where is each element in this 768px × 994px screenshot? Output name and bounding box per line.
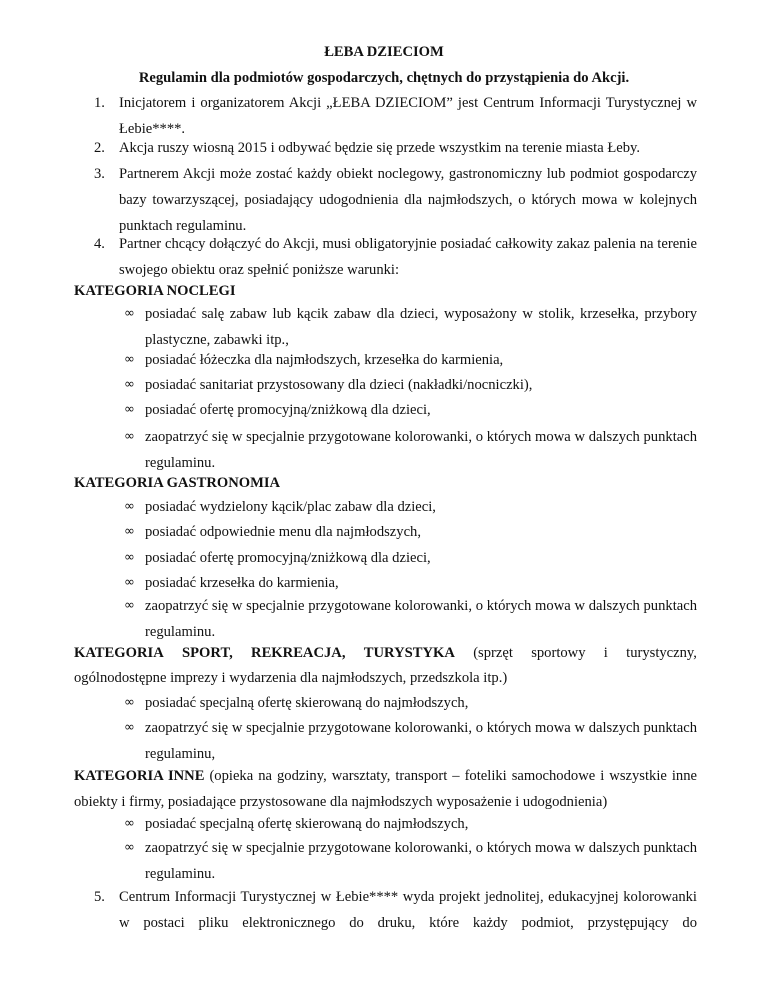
bullet-icon: ∞: [124, 840, 135, 855]
bullet-icon: ∞: [124, 377, 135, 392]
bullet-icon: ∞: [124, 352, 135, 367]
category-heading-word: TURYSTYKA: [363, 645, 455, 661]
category-desc-word: sportowy: [531, 645, 586, 661]
list-item: posiadać krzesełka do karmienia,: [145, 575, 339, 591]
bullet-icon: ∞: [124, 575, 135, 590]
list-item: posiadać wydzielony kącik/plac zabaw dla dzieci,: [145, 499, 436, 515]
bullet-icon: ∞: [124, 524, 135, 539]
item-text: Inicjatorem i organizatorem Akcji „ŁEBA DZIECIOM” jest Centrum Informacji Turystycznej w Łebie****.: [119, 95, 697, 137]
bullet-icon: ∞: [124, 429, 135, 444]
bullet-icon: ∞: [124, 550, 135, 565]
list-item: posiadać specjalną ofertę skierowaną do najmłodszych,: [145, 695, 469, 711]
category-heading-word: REKREACJA,: [251, 645, 346, 661]
category-description-sport: ogólnodostępne imprezy i wydarzenia dla najmłodszych, przedszkola itp.): [74, 670, 508, 686]
list-item: posiadać salę zabaw lub kącik zabaw dla dzieci, wyposażony w stolik, krzesełka, przybory plastyczne, zabawki itp.,: [145, 306, 697, 348]
bullet-icon: ∞: [124, 720, 135, 735]
item-text: Centrum Informacji Turystycznej w Łebie**** wyda projekt jednolitej, edukacyjnej kolorowanki w postaci pliku elektronicznego do druku, które każdy podmiot, przystępujący do: [119, 889, 697, 931]
category-desc-word: turystyczny,: [626, 645, 697, 661]
item-number: 1.: [94, 95, 105, 111]
list-item: zaopatrzyć się w specjalnie przygotowane kolorowanki, o których mowa w dalszych punktach regulaminu.: [145, 429, 697, 471]
list-item: zaopatrzyć się w specjalnie przygotowane kolorowanki, o których mowa w dalszych punktach regulaminu.: [145, 840, 697, 882]
bullet-icon: ∞: [124, 499, 135, 514]
category-heading-word: KATEGORIA: [74, 645, 164, 661]
category-description-inne: (opieka na godziny, warsztaty, transport – foteliki samochodowe i wszystkie inne obiekty i firmy, posiadające przystosowane dla najmłodszych wyposażenie i udogodnienia): [74, 768, 697, 810]
item-text: Partnerem Akcji może zostać każdy obiekt noclegowy, gastronomiczny lub podmiot gospodarczy bazy towarzyszącej, posiadający udogodnienia dla najmłodszych, o których mowa w kolejnych punktach regulaminu.: [119, 166, 697, 234]
document-subtitle: Regulamin dla podmiotów gospodarczych, chętnych do przystąpienia do Akcji.: [138, 70, 630, 86]
bullet-icon: ∞: [124, 306, 135, 321]
item-text: Akcja ruszy wiosną 2015 i odbywać będzie się przede wszystkim na terenie miasta Łeby.: [119, 140, 641, 156]
category-heading-inne: KATEGORIA INNE: [74, 768, 205, 784]
list-item: posiadać sanitariat przystosowany dla dzieci (nakładki/nocniczki),: [145, 377, 533, 393]
bullet-icon: ∞: [124, 816, 135, 831]
item-number: 5.: [94, 889, 105, 905]
document-title: ŁEBA DZIECIOM: [324, 44, 444, 60]
list-item: posiadać specjalną ofertę skierowaną do najmłodszych,: [145, 816, 469, 832]
category-heading-sport: [74, 640, 697, 666]
category-block-inne: [74, 763, 697, 815]
item-number: 4.: [94, 236, 105, 252]
category-desc-word: i: [603, 645, 608, 661]
list-item: posiadać łóżeczka dla najmłodszych, krzesełka do karmienia,: [145, 352, 504, 368]
list-item: zaopatrzyć się w specjalnie przygotowane kolorowanki, o których mowa w dalszych punktach regulaminu,: [145, 720, 697, 762]
list-item: posiadać ofertę promocyjną/zniżkową dla dzieci,: [145, 402, 431, 418]
list-item: zaopatrzyć się w specjalnie przygotowane kolorowanki, o których mowa w dalszych punktach regulaminu.: [145, 598, 697, 640]
bullet-icon: ∞: [124, 598, 135, 613]
item-text: Partner chcący dołączyć do Akcji, musi obligatoryjnie posiadać całkowity zakaz palenia na terenie swojego obiektu oraz spełnić poniższe warunki:: [119, 236, 697, 278]
list-item: posiadać odpowiednie menu dla najmłodszych,: [145, 524, 421, 540]
category-desc-word: (sprzęt: [473, 645, 513, 661]
item-number: 2.: [94, 140, 105, 156]
category-heading-gastronomia: KATEGORIA GASTRONOMIA: [74, 475, 281, 491]
list-item: posiadać ofertę promocyjną/zniżkową dla dzieci,: [145, 550, 431, 566]
item-number: 3.: [94, 166, 105, 182]
category-heading-noclegi: KATEGORIA NOCLEGI: [74, 283, 236, 299]
bullet-icon: ∞: [124, 695, 135, 710]
category-heading-word: SPORT,: [182, 645, 233, 661]
bullet-icon: ∞: [124, 402, 135, 417]
